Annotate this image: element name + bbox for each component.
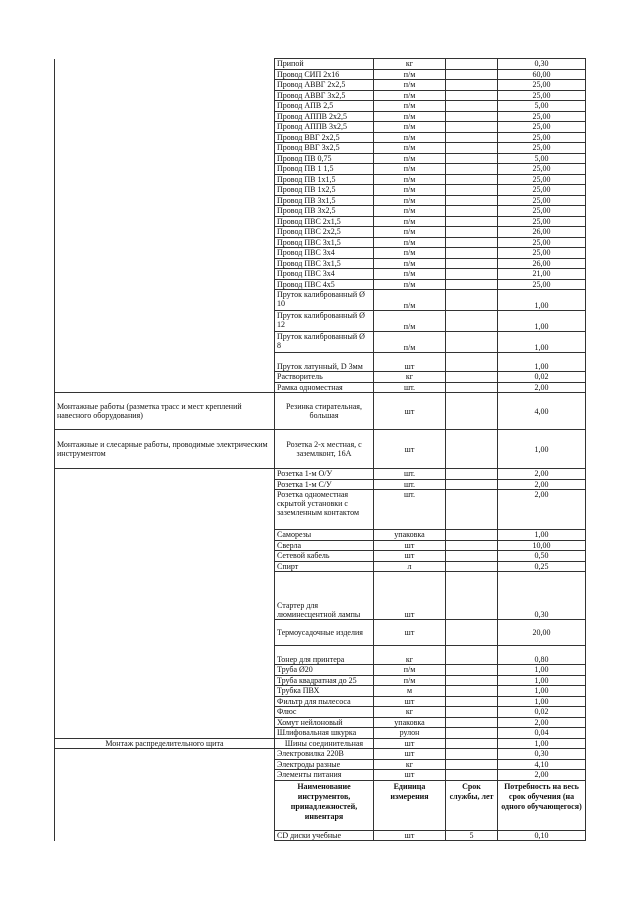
item-name: Сетевой кабель — [275, 551, 374, 562]
item-unit: п/м — [374, 195, 446, 206]
item-value: 1,00 — [498, 696, 586, 707]
item-name: Провод ПВС 4х5 — [275, 279, 374, 290]
item-life — [446, 696, 498, 707]
item-unit: п/м — [374, 311, 446, 332]
item-unit: шт — [374, 770, 446, 781]
table-row — [55, 469, 586, 480]
item-value: 0,02 — [498, 372, 586, 383]
item-life — [446, 372, 498, 383]
item-value: 25,00 — [498, 90, 586, 101]
item-life — [446, 311, 498, 332]
category-label: Монтажные работы (разметка трасс и мест креплений навесного оборудования) — [55, 393, 275, 430]
item-value: 2,00 — [498, 382, 586, 393]
item-unit: п/м — [374, 174, 446, 185]
item-unit: п/м — [374, 332, 446, 353]
item-life — [446, 646, 498, 665]
item-value: 4,10 — [498, 759, 586, 770]
item-name: Хомут нейлоновый — [275, 717, 374, 728]
item-value: 25,00 — [498, 185, 586, 196]
item-value: 0,30 — [498, 572, 586, 620]
item-value: 1,00 — [498, 738, 586, 749]
item-unit: шт — [374, 738, 446, 749]
item-life — [446, 206, 498, 217]
item-unit: шт — [374, 430, 446, 469]
item-name: Розетка 1-м С/У — [275, 479, 374, 490]
item-name: Провод ПВС 3х4 — [275, 248, 374, 259]
item-value: 25,00 — [498, 248, 586, 259]
item-value: 25,00 — [498, 122, 586, 133]
item-name — [275, 311, 374, 332]
item-life — [446, 143, 498, 154]
item-value: 25,00 — [498, 132, 586, 143]
item-name: Сверла — [275, 540, 374, 551]
item-name: Трубка ПВХ — [275, 686, 374, 697]
item-life — [446, 749, 498, 760]
item-unit: п/м — [374, 279, 446, 290]
header-need: Потребность на весь срок обучения (на одного обучающегося) — [498, 780, 586, 830]
item-value: 25,00 — [498, 195, 586, 206]
item-life — [446, 759, 498, 770]
item-name: Провод ВВГ 3х2,5 — [275, 143, 374, 154]
item-life — [446, 479, 498, 490]
item-name: CD диски учебные — [275, 830, 374, 841]
item-unit: л — [374, 561, 446, 572]
item-name: Провод ПВ 0,75 — [275, 153, 374, 164]
item-life — [446, 195, 498, 206]
table-row — [55, 738, 586, 749]
item-name: Розетка 1-м О/У — [275, 469, 374, 480]
item-life — [446, 530, 498, 541]
item-name: Электроды разные — [275, 759, 374, 770]
item-unit: шт — [374, 540, 446, 551]
item-name: Резинка стирательная, большая — [275, 393, 374, 430]
category-label: Монтажные и слесарные работы, проводимые электрическим инструментом — [55, 430, 275, 469]
item-life — [446, 469, 498, 480]
item-name: Шины соединительная — [275, 738, 374, 749]
item-life — [446, 770, 498, 781]
item-name: Провод АВВГ 3х2,5 — [275, 90, 374, 101]
item-name: Провод ПВС 3х1,5 — [275, 258, 374, 269]
item-life — [446, 258, 498, 269]
item-name: Провод ПВ 1х1,5 — [275, 174, 374, 185]
item-value: 2,00 — [498, 770, 586, 781]
item-unit: шт. — [374, 479, 446, 490]
item-name: Фильтр для пылесоса — [275, 696, 374, 707]
table-row — [55, 430, 586, 469]
item-name: Провод АППВ 2х2,5 — [275, 111, 374, 122]
item-name: Припой — [275, 59, 374, 70]
item-unit: п/м — [374, 206, 446, 217]
item-name: Розетка одноместная скрытой установки с заземленным контактом — [275, 490, 374, 530]
item-name: Труба квадратная до 25 — [275, 675, 374, 686]
item-name: Провод ПВ 3х2,5 — [275, 206, 374, 217]
item-life — [446, 728, 498, 739]
item-life — [446, 490, 498, 530]
item-life — [446, 111, 498, 122]
item-value: 4,00 — [498, 393, 586, 430]
item-unit: п/м — [374, 290, 446, 311]
item-life — [446, 174, 498, 185]
item-name: Провод ПВС 2х2,5 — [275, 227, 374, 238]
item-unit: шт. — [374, 490, 446, 530]
item-value: 2,00 — [498, 469, 586, 480]
item-name: Провод ПВС 3х4 — [275, 269, 374, 280]
item-name: Провод АППВ 3х2,5 — [275, 122, 374, 133]
item-name-line2: 12 — [277, 320, 285, 329]
item-unit: шт — [374, 830, 446, 841]
item-value: 0,02 — [498, 707, 586, 718]
item-life — [446, 551, 498, 562]
item-value: 1,00 — [498, 311, 586, 332]
item-unit: упаковка — [374, 717, 446, 728]
item-unit: п/м — [374, 101, 446, 112]
item-value: 20,00 — [498, 620, 586, 646]
table-row — [55, 749, 586, 760]
item-life — [446, 237, 498, 248]
item-name: Спирт — [275, 561, 374, 572]
item-unit: п/м — [374, 111, 446, 122]
item-life — [446, 153, 498, 164]
item-name: Тонер для принтера — [275, 646, 374, 665]
item-name: Розетка 2-х местная, с заземлконт, 16А — [275, 430, 374, 469]
table-row — [55, 59, 586, 70]
item-unit: п/м — [374, 675, 446, 686]
item-life — [446, 717, 498, 728]
header-name: Наименование инструментов, принадлежностей, инвентаря — [275, 780, 374, 830]
item-name-line2: 10 — [277, 299, 285, 308]
item-unit: шт — [374, 620, 446, 646]
item-unit: шт — [374, 353, 446, 372]
header-unit: Единица измерения — [374, 780, 446, 830]
item-life — [446, 59, 498, 70]
item-value: 0,25 — [498, 561, 586, 572]
item-unit: м — [374, 686, 446, 697]
item-life — [446, 90, 498, 101]
item-value: 1,00 — [498, 530, 586, 541]
item-name: Провод СИП 2х16 — [275, 69, 374, 80]
item-unit: п/м — [374, 258, 446, 269]
header-life: Срок службы, лет — [446, 780, 498, 830]
item-name: Стартер для люминесцентной лампы — [275, 572, 374, 620]
item-life — [446, 185, 498, 196]
item-name: Провод ПВС 3х1,5 — [275, 237, 374, 248]
item-life: 5 — [446, 830, 498, 841]
item-name: Провод АПВ 2,5 — [275, 101, 374, 112]
item-life — [446, 707, 498, 718]
item-life — [446, 279, 498, 290]
item-life — [446, 80, 498, 91]
item-life — [446, 353, 498, 372]
item-life — [446, 164, 498, 175]
item-life — [446, 216, 498, 227]
item-unit: п/м — [374, 153, 446, 164]
item-value: 1,00 — [498, 430, 586, 469]
item-name: Электровилка 220В — [275, 749, 374, 760]
item-name: Рамка одноместная — [275, 382, 374, 393]
item-value: 5,00 — [498, 153, 586, 164]
item-unit: кг — [374, 372, 446, 383]
item-name: Термоусадочные изделия — [275, 620, 374, 646]
item-value: 25,00 — [498, 206, 586, 217]
item-unit: шт — [374, 572, 446, 620]
item-unit: шт. — [374, 469, 446, 480]
item-life — [446, 227, 498, 238]
item-unit: шт. — [374, 382, 446, 393]
item-unit: шт — [374, 393, 446, 430]
item-name-line1: Пруток калиброванный Ø — [277, 290, 365, 299]
item-name: Растворитель — [275, 372, 374, 383]
item-value: 25,00 — [498, 216, 586, 227]
item-unit: п/м — [374, 122, 446, 133]
item-life — [446, 290, 498, 311]
item-life — [446, 69, 498, 80]
item-unit: кг — [374, 759, 446, 770]
item-unit: п/м — [374, 269, 446, 280]
category-cell-empty — [55, 469, 275, 739]
item-name: Саморезы — [275, 530, 374, 541]
item-unit: п/м — [374, 227, 446, 238]
item-value: 0,10 — [498, 830, 586, 841]
item-name: Провод ПВ 1х2,5 — [275, 185, 374, 196]
item-name: Провод ПВ 3х1,5 — [275, 195, 374, 206]
item-life — [446, 430, 498, 469]
item-life — [446, 665, 498, 676]
item-life — [446, 686, 498, 697]
item-life — [446, 675, 498, 686]
item-value: 25,00 — [498, 111, 586, 122]
item-value: 2,00 — [498, 490, 586, 530]
item-value: 2,00 — [498, 479, 586, 490]
item-value: 0,30 — [498, 749, 586, 760]
item-value: 1,00 — [498, 332, 586, 353]
item-value: 25,00 — [498, 80, 586, 91]
category-label: Монтаж распределительного щита — [55, 738, 275, 749]
item-unit: п/м — [374, 185, 446, 196]
item-value: 1,00 — [498, 686, 586, 697]
item-unit: упаковка — [374, 530, 446, 541]
item-value: 25,00 — [498, 279, 586, 290]
item-name — [275, 290, 374, 311]
item-value: 25,00 — [498, 164, 586, 175]
item-value: 1,00 — [498, 353, 586, 372]
item-value: 0,04 — [498, 728, 586, 739]
item-life — [446, 269, 498, 280]
item-name: Шлифовальная шкурка — [275, 728, 374, 739]
item-life — [446, 122, 498, 133]
item-name — [275, 332, 374, 353]
item-life — [446, 382, 498, 393]
item-value: 25,00 — [498, 143, 586, 154]
item-unit: п/м — [374, 665, 446, 676]
item-unit: п/м — [374, 132, 446, 143]
item-value: 2,00 — [498, 717, 586, 728]
item-unit: п/м — [374, 90, 446, 101]
item-value: 0,30 — [498, 59, 586, 70]
item-value: 25,00 — [498, 174, 586, 185]
item-unit: п/м — [374, 143, 446, 154]
item-life — [446, 332, 498, 353]
category-cell-empty — [55, 59, 275, 393]
item-unit: кг — [374, 707, 446, 718]
item-name: Провод ПВС 2х1,5 — [275, 216, 374, 227]
item-unit: п/м — [374, 248, 446, 259]
item-value: 0,50 — [498, 551, 586, 562]
category-cell-empty — [55, 749, 275, 841]
item-name: Пруток латунный, D 3мм — [275, 353, 374, 372]
item-unit: шт — [374, 696, 446, 707]
item-value: 26,00 — [498, 227, 586, 238]
item-life — [446, 572, 498, 620]
item-unit: кг — [374, 646, 446, 665]
item-unit: п/м — [374, 164, 446, 175]
item-unit: п/м — [374, 80, 446, 91]
item-value: 10,00 — [498, 540, 586, 551]
item-life — [446, 561, 498, 572]
item-name-line2: 8 — [277, 341, 281, 350]
item-value: 21,00 — [498, 269, 586, 280]
item-life — [446, 393, 498, 430]
item-unit: шт — [374, 749, 446, 760]
item-name: Элементы питания — [275, 770, 374, 781]
item-value: 26,00 — [498, 258, 586, 269]
item-name: Провод ПВ 1 1,5 — [275, 164, 374, 175]
item-unit: п/м — [374, 237, 446, 248]
item-value: 0,80 — [498, 646, 586, 665]
table-row — [55, 393, 586, 430]
item-unit: рулон — [374, 728, 446, 739]
item-unit: п/м — [374, 69, 446, 80]
item-value: 1,00 — [498, 290, 586, 311]
item-life — [446, 738, 498, 749]
item-name: Труба Ø20 — [275, 665, 374, 676]
item-unit: кг — [374, 59, 446, 70]
item-value: 1,00 — [498, 665, 586, 676]
materials-table — [54, 58, 586, 841]
item-name-line1: Пруток калиброванный Ø — [277, 311, 365, 320]
item-value: 1,00 — [498, 675, 586, 686]
item-life — [446, 132, 498, 143]
item-life — [446, 540, 498, 551]
item-value: 60,00 — [498, 69, 586, 80]
item-value: 5,00 — [498, 101, 586, 112]
item-name-line1: Пруток калиброванный Ø — [277, 332, 365, 341]
item-name: Флюс — [275, 707, 374, 718]
item-name: Провод АВВГ 2х2,5 — [275, 80, 374, 91]
item-life — [446, 248, 498, 259]
item-life — [446, 620, 498, 646]
item-name: Провод ВВГ 2х2,5 — [275, 132, 374, 143]
item-unit: п/м — [374, 216, 446, 227]
item-value: 25,00 — [498, 237, 586, 248]
item-life — [446, 101, 498, 112]
item-unit: шт — [374, 551, 446, 562]
